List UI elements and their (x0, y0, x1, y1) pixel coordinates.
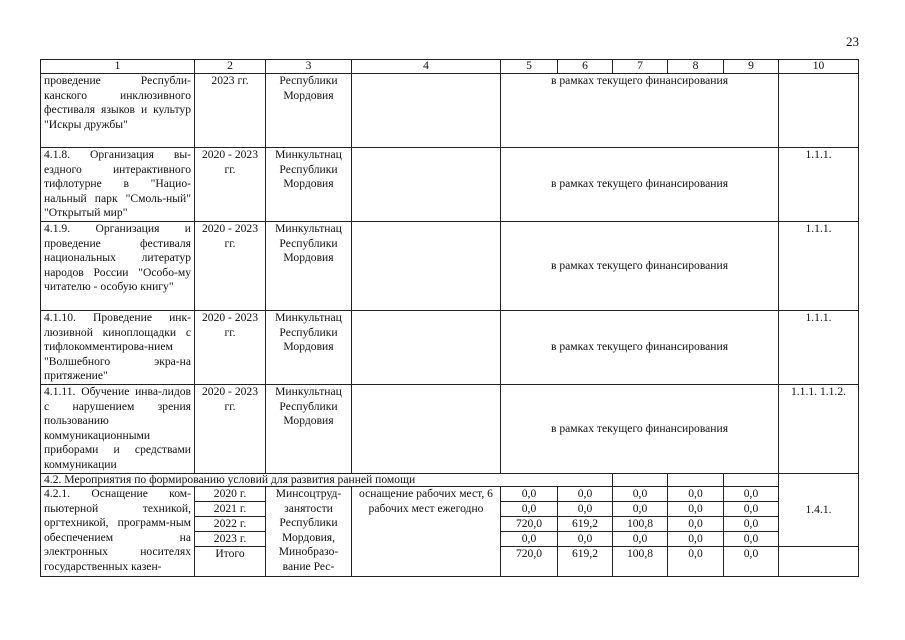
value-cell: 0,0 (613, 532, 668, 547)
value-cell: 0,0 (558, 502, 613, 517)
indicator-cell: 1.4.1. (779, 474, 859, 547)
table-row (41, 148, 859, 222)
value-cell: 0,0 (668, 517, 724, 532)
value-cell: 0,0 (668, 487, 724, 502)
executor-cell: Минкультнац Республики Мордовия (266, 311, 352, 385)
header-cell: 1 (41, 60, 195, 74)
executor-cell: Республики Мордовия (266, 74, 352, 148)
activity-cell: проведение Республи-канского инклюзивного фестиваля языков и культур "Искры дружбы" (41, 74, 195, 148)
period-cell: 2020 - 2023 гг. (195, 385, 266, 474)
result-cell (352, 148, 501, 222)
activity-cell: 4.2.1. Оснащение ком-пьютерной техникой, оргтехникой, программ-ным обеспечением на электронных носителях государственных казен- (41, 487, 195, 577)
year-cell: Итого (195, 547, 266, 577)
activity-cell: 4.1.9. Организация и проведение фестиваля национальных литератур народов России "Особо-му читателю - особую книгу" (41, 222, 195, 311)
header-cell: 3 (266, 60, 352, 74)
executor-cell: Минкультнац Республики Мордовия (266, 222, 352, 311)
value-cell: 100,8 (613, 517, 668, 532)
result-cell: оснащение рабочих мест, 6 рабочих мест ежегодно (352, 487, 501, 577)
activity-cell: 4.1.10. Проведение инк-люзивной киноплощадки с тифлокомментирова-нием "Волшебного экра-на притяжение" (41, 311, 195, 385)
header-cell: 5 (501, 60, 558, 74)
empty-cell (779, 547, 859, 577)
financing-cell: в рамках текущего финансирования (501, 148, 779, 222)
activity-cell: 4.1.8. Организация вы-ездного интерактивного тифлотурне в "Нацио-нальный парк "Смоль-ный" "Открытый мир" (41, 148, 195, 222)
indicator-cell: 1.1.1. (779, 311, 859, 385)
value-cell: 720,0 (501, 517, 558, 532)
table-row (41, 311, 859, 385)
section-title: 4.2. Мероприятия по формированию условий для развития ранней помощи (41, 474, 613, 487)
result-cell (352, 385, 501, 474)
header-cell: 6 (558, 60, 613, 74)
executor-cell: Минкультнац Республики Мордовия (266, 385, 352, 474)
value-cell: 0,0 (724, 517, 779, 532)
table-row (41, 222, 859, 311)
value-cell: 100,8 (613, 547, 668, 577)
executor-cell: Минкультнац Республики Мордовия (266, 148, 352, 222)
period-cell: 2023 гг. (195, 74, 266, 148)
activities-table (40, 59, 859, 577)
empty-cell (724, 474, 779, 487)
value-cell: 720,0 (501, 547, 558, 577)
financing-cell: в рамках текущего финансирования (501, 222, 779, 311)
period-cell: 2020 - 2023 гг. (195, 222, 266, 311)
result-cell (352, 74, 501, 148)
empty-cell (668, 474, 724, 487)
period-cell: 2020 - 2023 гг. (195, 311, 266, 385)
activity-cell: 4.1.11. Обучение инва-лидов с нарушением зрения пользованию коммуникационными приборами и средствами коммуникации (41, 385, 195, 474)
executor-cell: Минсоцтруд-занятости Республики Мордовия, Минобразо-вание Рес- (266, 487, 352, 577)
table-row (41, 385, 859, 474)
indicator-cell: 1.1.1. (779, 222, 859, 311)
table-row (41, 74, 859, 148)
section-row (41, 474, 859, 487)
value-cell: 0,0 (724, 487, 779, 502)
financing-cell: в рамках текущего финансирования (501, 385, 779, 474)
value-cell: 0,0 (668, 502, 724, 517)
year-cell: 2023 г. (195, 532, 266, 547)
result-cell (352, 222, 501, 311)
year-cell: 2021 г. (195, 502, 266, 517)
value-cell: 0,0 (501, 487, 558, 502)
financing-cell: в рамках текущего финансирования (501, 311, 779, 385)
value-cell: 0,0 (724, 547, 779, 577)
header-cell: 8 (668, 60, 724, 74)
result-cell (352, 311, 501, 385)
value-cell: 0,0 (668, 532, 724, 547)
indicator-cell: 1.1.1. (779, 148, 859, 222)
header-cell: 9 (724, 60, 779, 74)
value-cell: 0,0 (501, 532, 558, 547)
table-row (41, 487, 859, 502)
year-cell: 2020 г. (195, 487, 266, 502)
period-cell: 2020 - 2023 гг. (195, 148, 266, 222)
value-cell: 0,0 (668, 547, 724, 577)
value-cell: 0,0 (613, 502, 668, 517)
value-cell: 0,0 (558, 487, 613, 502)
indicator-cell: 1.1.1. 1.1.2. (779, 385, 859, 474)
page-number: 23 (846, 34, 859, 49)
header-cell: 2 (195, 60, 266, 74)
year-cell: 2022 г. (195, 517, 266, 532)
header-cell: 7 (613, 60, 668, 74)
header-row (41, 60, 859, 74)
value-cell: 0,0 (501, 502, 558, 517)
value-cell: 0,0 (613, 487, 668, 502)
value-cell: 0,0 (724, 502, 779, 517)
financing-cell: в рамках текущего финансирования (501, 74, 779, 148)
header-cell: 10 (779, 60, 859, 74)
value-cell: 619,2 (558, 547, 613, 577)
indicator-cell (779, 74, 859, 148)
empty-cell (613, 474, 668, 487)
value-cell: 0,0 (558, 532, 613, 547)
value-cell: 0,0 (724, 532, 779, 547)
header-cell: 4 (352, 60, 501, 74)
value-cell: 619,2 (558, 517, 613, 532)
